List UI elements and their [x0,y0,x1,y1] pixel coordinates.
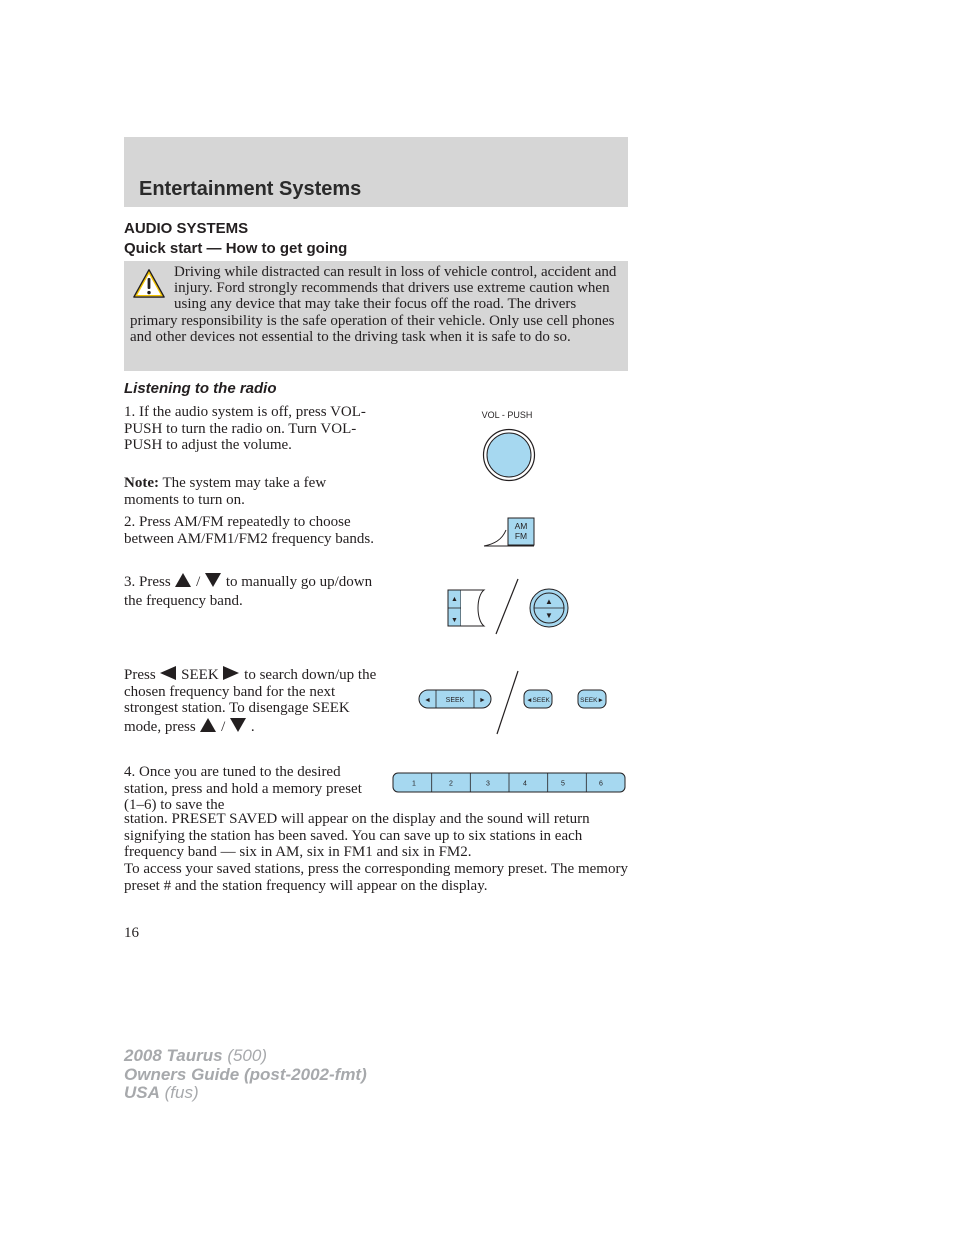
footer-market: USA [124,1083,160,1102]
preset-2-label: 2 [449,780,453,788]
right-triangle-icon [222,665,240,681]
up-triangle-icon [199,717,217,733]
audio-systems-heading: AUDIO SYSTEMS [124,220,249,237]
footer-model: 2008 Taurus [124,1046,223,1065]
vol-knob [487,433,531,477]
note-label: Note: [124,475,159,491]
seek-right-glyph: ► [479,697,486,704]
warning-box [124,261,628,371]
footer-line-2: Owners Guide (post-2002-fmt) [124,1064,367,1084]
tune-down-glyph: ▼ [451,617,458,624]
tune-up-glyph: ▲ [451,596,458,603]
preset-5-label: 5 [561,780,565,788]
fm-label: FM [514,531,528,541]
preset-6-label: 6 [599,780,603,788]
step-3-separator: / [192,574,205,590]
vol-push-illustration [470,404,550,488]
tune-illustration [444,576,574,638]
dial-up-glyph: ▲ [545,597,553,606]
footer-market-code: (fus) [159,1083,199,1102]
step-4-text-rest: station. PRESET SAVED will appear on the display and the sound will return signifying the station has been saved. You can save up to six stations in each frequency band — six in AM, six in FM1 and six in FM2. [124,811,590,861]
seek-separator: / [217,718,230,735]
warning-triangle-icon [132,267,166,301]
seek-left-glyph: ◄ [424,697,431,704]
step-3-tail: to manually go up/down the frequency band. [124,574,373,609]
step-1-text: 1. If the audio system is off, press VOL-PUSH to turn the radio on. Turn VOL-PUSH to adjust the volume. [124,404,366,454]
quick-start-heading: Quick start — How to get going [124,240,348,257]
seek-text [124,665,379,735]
dial-down-glyph: ▼ [545,611,553,620]
step-3-text [124,572,374,611]
seek-illustration [416,666,614,736]
preset-1-label: 1 [412,780,416,788]
vol-push-label: VOL - PUSH [481,410,533,420]
step-2-text: 2. Press AM/FM repeatedly to choose between AM/FM1/FM2 frequency bands. [124,514,374,547]
step-4-text-top: 4. Once you are tuned to the desired station, press and hold a memory preset (1–6) to save the [124,764,362,814]
seek-word: SEEK [177,667,223,683]
note-text: The system may take a few moments to turn on. [124,475,327,508]
seek-body: to search down/up the chosen frequency band for the next strongest station. To disengage SEEK mode, press [124,667,377,735]
document-footer [124,1047,367,1103]
seek-down-label: ◄SEEK [526,697,550,704]
footer-line-1 [124,1047,367,1066]
down-triangle-icon [204,572,222,588]
seek-lead: Press [124,667,160,683]
warning-text: Driving while distracted can result in loss of vehicle control, accident and injury. Ford strongly recommends that drivers use extreme caution when using any device that may take their focus off the road. The drivers primary responsibility is the safe operation of their vehicle. Only use cell phones and other devices not essential to the driving task when it is safe to do so. [130,264,617,345]
page-number: 16 [124,925,139,941]
preset-4-label: 4 [523,780,527,788]
note-paragraph [124,475,374,508]
seek-up-label: SEEK► [580,697,604,704]
up-triangle-icon [174,572,192,588]
down-triangle-icon [229,717,247,733]
access-presets-text: To access your saved stations, press the corresponding memory preset. The memory preset # and the station frequency will appear on the display. [124,861,628,894]
memory-presets-illustration [390,770,628,796]
footer-line-3 [124,1084,367,1103]
am-fm-illustration [482,516,538,548]
left-triangle-icon [159,665,177,681]
listening-heading: Listening to the radio [124,380,277,397]
preset-3-label: 3 [486,780,490,788]
section-header [124,137,628,207]
step-3-lead: 3. Press [124,574,175,590]
seek-rocker-label: SEEK [445,697,465,704]
am-label: AM [514,521,528,531]
seek-end: . [247,718,255,735]
footer-model-code: (500) [222,1046,268,1065]
section-title: Entertainment Systems [139,178,362,200]
